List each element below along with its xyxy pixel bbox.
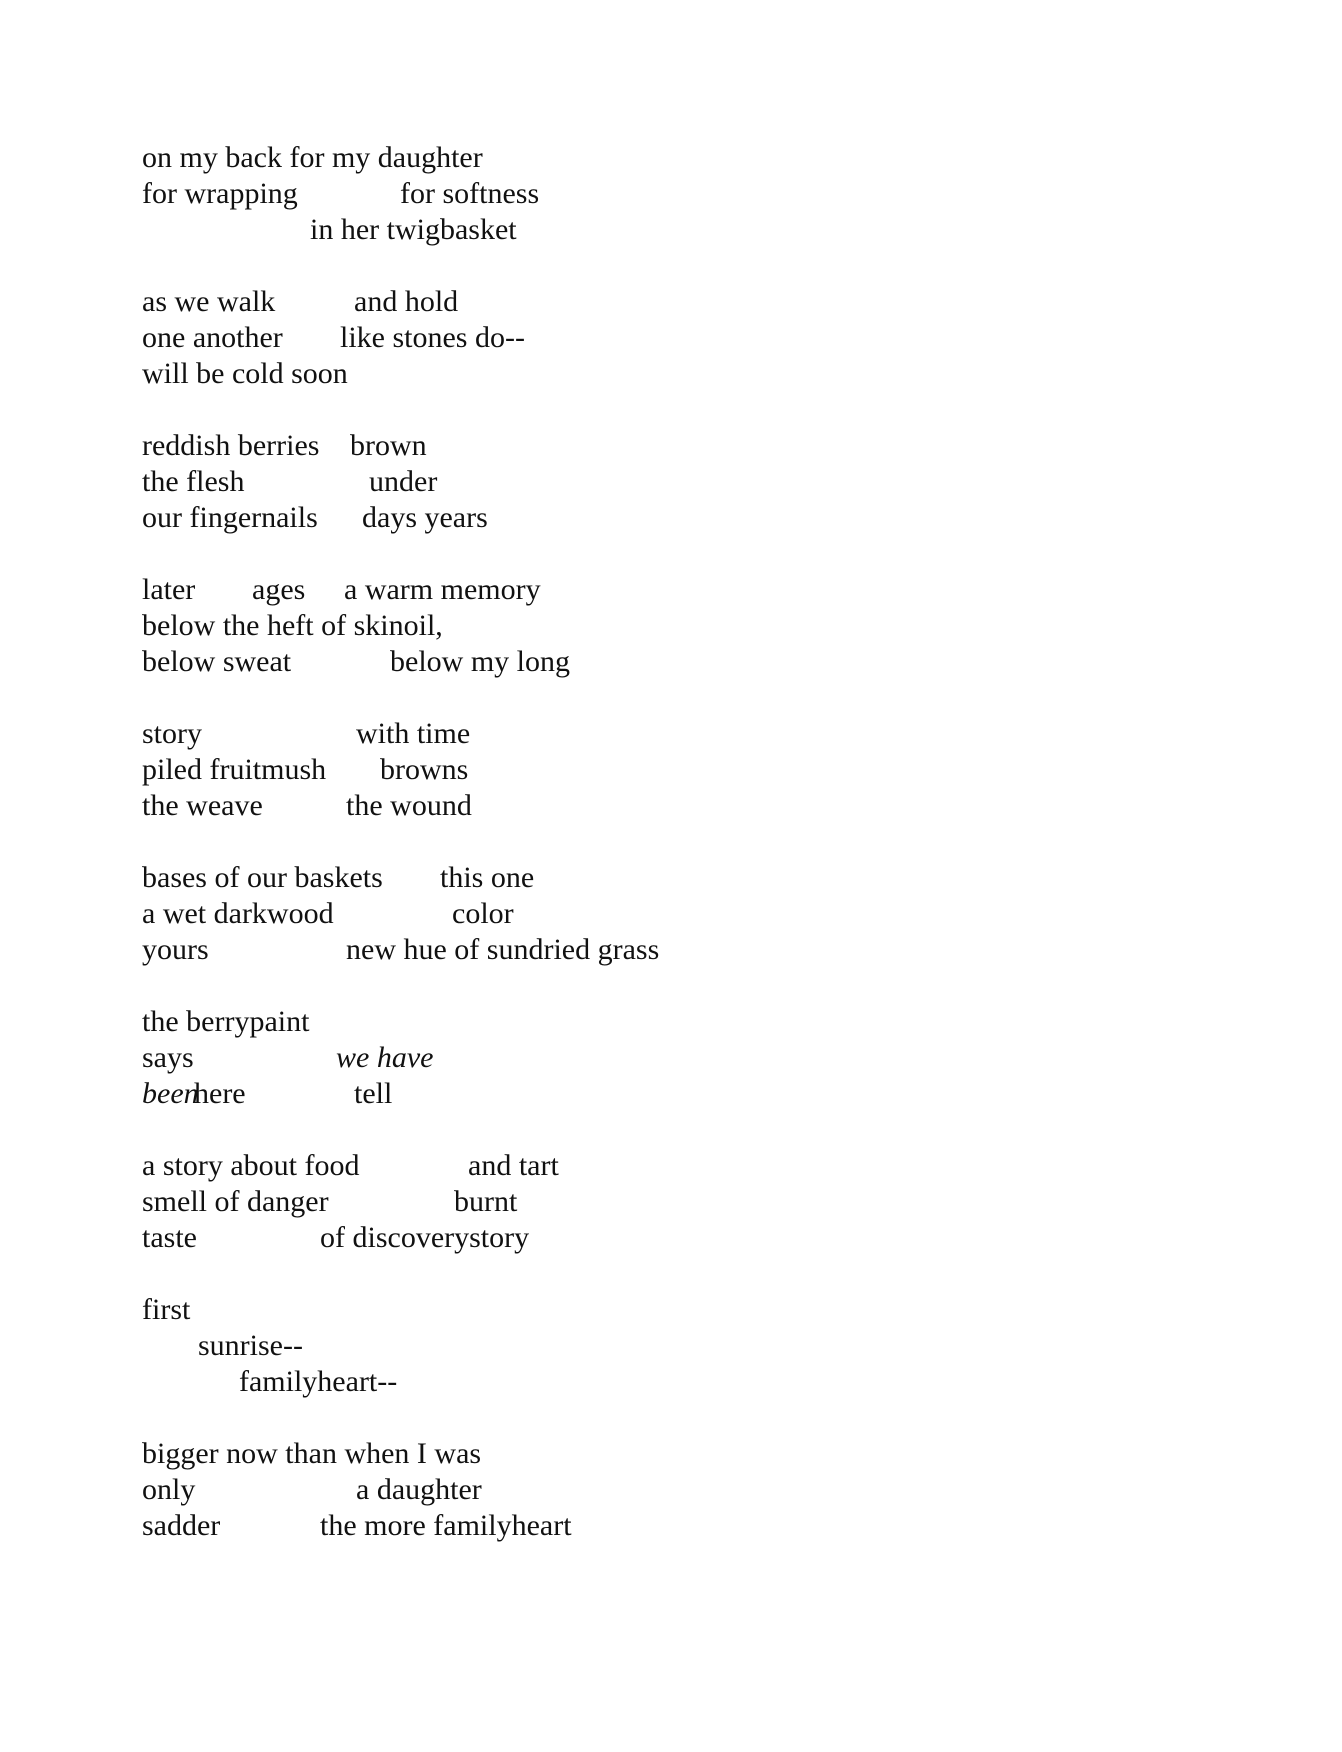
- line-text: below sweat: [142, 645, 292, 678]
- poem-line: [142, 464, 1242, 500]
- line-text: for wrapping: [142, 177, 298, 210]
- poem-line: [142, 356, 1242, 392]
- line-text: and tart: [468, 1149, 559, 1182]
- line-text: says: [142, 1041, 194, 1074]
- poem-line: [142, 212, 1242, 248]
- line-text: the wound: [346, 789, 472, 822]
- line-text: under: [369, 465, 438, 498]
- line-text: one another: [142, 321, 283, 354]
- poem-line: [142, 932, 1242, 968]
- poem-line: [142, 644, 1242, 680]
- poem-line: [142, 572, 1242, 608]
- line-text: smell of danger: [142, 1185, 329, 1218]
- stanza-1: [142, 140, 1242, 248]
- line-text: bases of our baskets: [142, 861, 383, 894]
- stanza-10: [142, 1436, 1242, 1544]
- line-text: below the heft of skinoil,: [142, 609, 443, 642]
- line-text: and hold: [354, 285, 459, 318]
- line-text: story: [142, 717, 202, 750]
- line-text: a wet darkwood: [142, 897, 334, 930]
- stanza-4: [142, 572, 1242, 680]
- line-text: brown: [350, 429, 427, 462]
- poem-line: [142, 500, 1242, 536]
- line-text: this one: [440, 861, 535, 894]
- stanza-7: [142, 1004, 1242, 1112]
- line-text: only: [142, 1473, 196, 1506]
- poem-line: [142, 1328, 1242, 1364]
- stanza-3: [142, 428, 1242, 536]
- line-text: a story about food: [142, 1149, 360, 1182]
- line-text: reddish berries: [142, 429, 320, 462]
- line-text: in her twigbasket: [310, 213, 517, 246]
- poem-line: [142, 1184, 1242, 1220]
- line-text: tell: [354, 1077, 393, 1110]
- line-text: piled fruitmush: [142, 753, 327, 786]
- poem-line: [142, 1292, 1242, 1328]
- line-text: on my back for my daughter: [142, 141, 483, 174]
- line-text: new hue of sundried grass: [346, 933, 660, 966]
- poem-line: [142, 1472, 1242, 1508]
- line-text: like stones do--: [340, 321, 525, 354]
- stanza-2: [142, 284, 1242, 392]
- poem-line: [142, 140, 1242, 176]
- line-text: below my long: [390, 645, 570, 678]
- line-text: first: [142, 1293, 191, 1326]
- poem-line: [142, 1004, 1242, 1040]
- poem-line: [142, 320, 1242, 356]
- line-text: the more familyheart: [320, 1509, 572, 1542]
- stanza-9: [142, 1292, 1242, 1400]
- poem-line: [142, 284, 1242, 320]
- poem-line: [142, 860, 1242, 896]
- poem-line: [142, 1436, 1242, 1472]
- line-text: later: [142, 573, 196, 606]
- poem-line: [142, 1076, 1242, 1112]
- line-text: days years: [362, 501, 488, 534]
- stanza-5: [142, 716, 1242, 824]
- line-text: taste: [142, 1221, 197, 1254]
- line-text: the berrypaint: [142, 1005, 310, 1038]
- line-text-italic: been: [142, 1077, 199, 1110]
- poem-line: [142, 608, 1242, 644]
- line-text: ages: [252, 573, 306, 606]
- line-text: yours: [142, 933, 209, 966]
- poem-line: [142, 716, 1242, 752]
- poem-line: [142, 176, 1242, 212]
- poem-line: [142, 788, 1242, 824]
- line-text: a daughter: [356, 1473, 482, 1506]
- line-text: will be cold soon: [142, 357, 348, 390]
- line-text: burnt: [454, 1185, 518, 1218]
- line-text: familyheart--: [239, 1365, 398, 1398]
- line-text: here: [194, 1077, 246, 1110]
- poem-line: [142, 896, 1242, 932]
- poem-line: [142, 1364, 1242, 1400]
- poem-line: [142, 1220, 1242, 1256]
- poem-line: [142, 1508, 1242, 1544]
- line-text: with time: [356, 717, 471, 750]
- poem-line: [142, 1148, 1242, 1184]
- poem-line: [142, 1040, 1242, 1076]
- line-text: a warm memory: [344, 573, 541, 606]
- line-text: browns: [380, 753, 469, 786]
- line-text: sunrise--: [198, 1329, 303, 1362]
- poem: [142, 140, 1242, 1580]
- line-text: sadder: [142, 1509, 221, 1542]
- stanza-8: [142, 1148, 1242, 1256]
- line-text: color: [452, 897, 514, 930]
- poem-line: [142, 428, 1242, 464]
- line-text: the flesh: [142, 465, 245, 498]
- line-text: as we walk: [142, 285, 276, 318]
- line-text: our fingernails: [142, 501, 318, 534]
- stanza-6: [142, 860, 1242, 968]
- line-text: of discoverystory: [320, 1221, 530, 1254]
- line-text: bigger now than when I was: [142, 1437, 482, 1470]
- line-text: for softness: [400, 177, 540, 210]
- line-text-italic: we have: [336, 1041, 434, 1074]
- line-text: the weave: [142, 789, 263, 822]
- poem-line: [142, 752, 1242, 788]
